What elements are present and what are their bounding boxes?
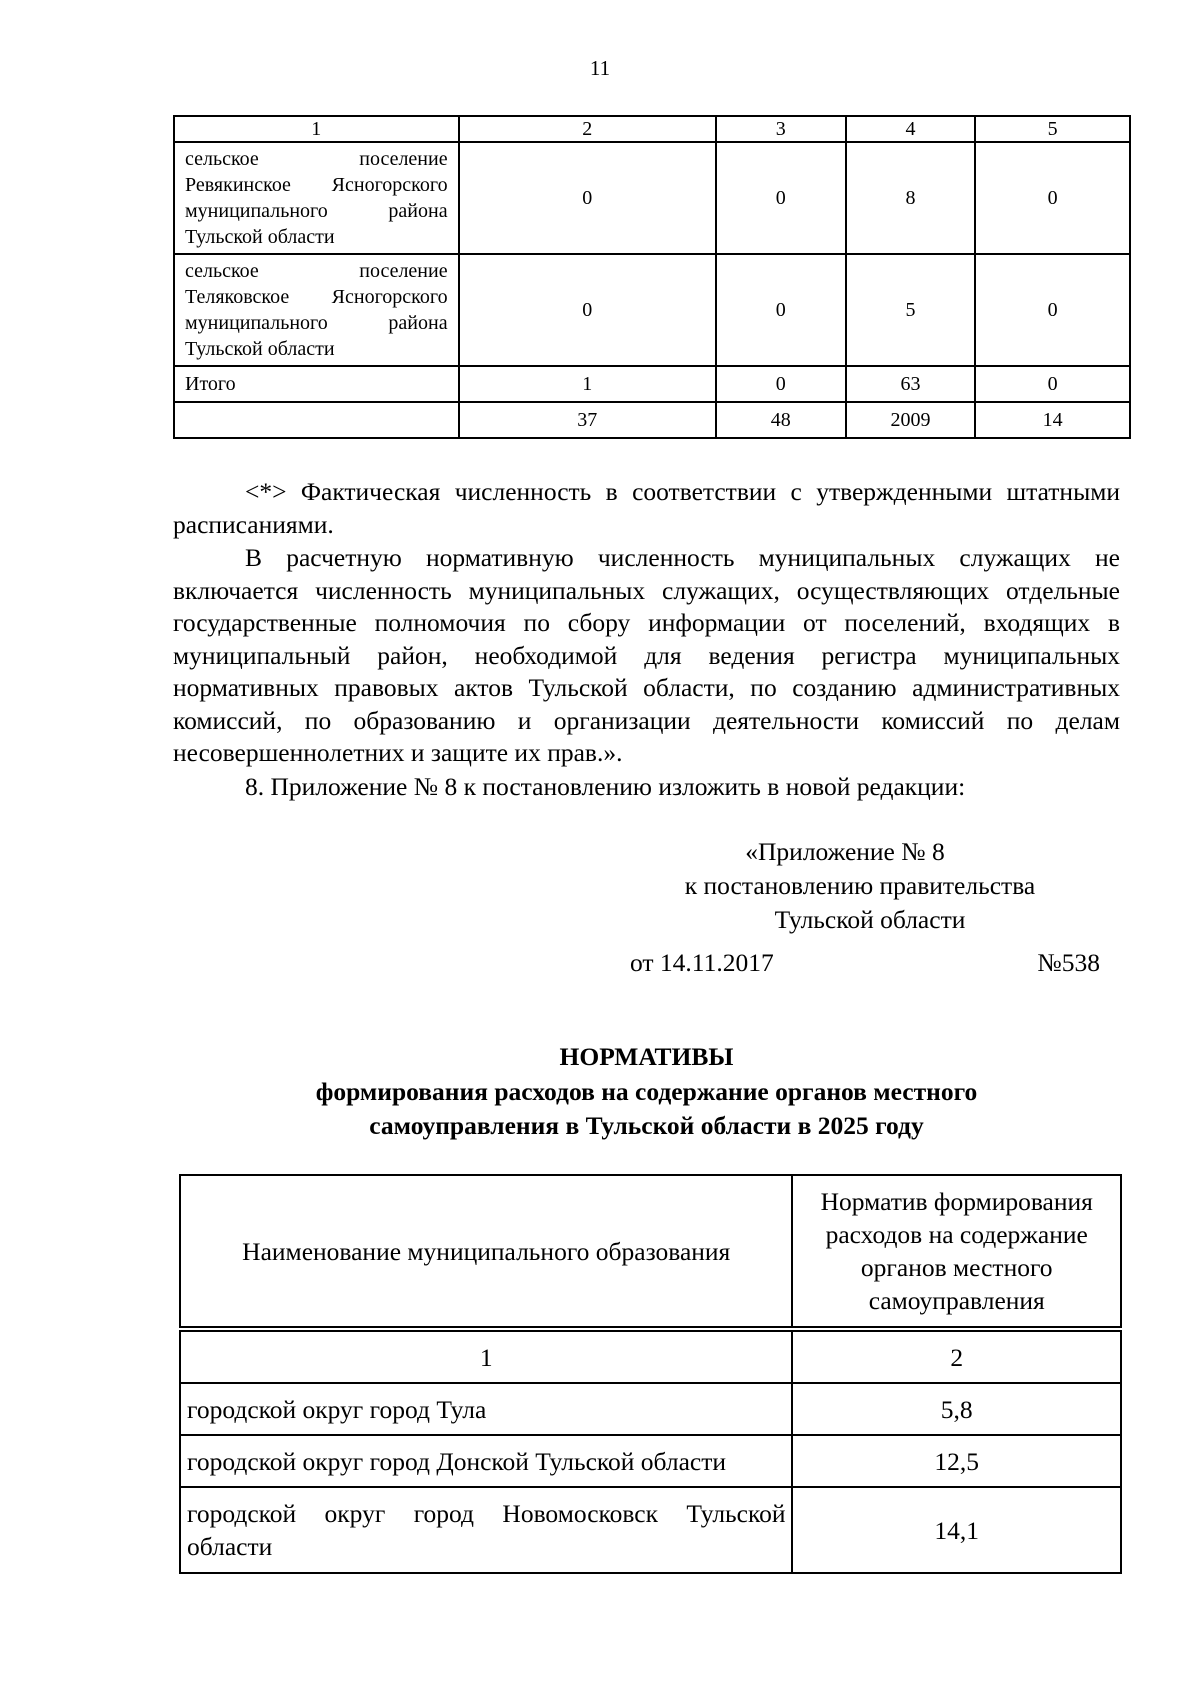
header-municipality-cell: Наименование муниципального образования [180,1175,792,1327]
table-row-grand-total [174,402,1130,438]
empty-label-cell [174,402,459,438]
footnote-text: <*> Фактическая численность в соответствии с утвержденными штатными расписаниями. [173,477,1120,539]
value-cell: 37 [459,402,716,438]
norm-value-cell: 12,5 [792,1435,1121,1487]
municipality-name-cell: городской округ город Тула [180,1383,792,1435]
table-row-total [174,366,1130,402]
value-cell: 0 [975,254,1130,366]
staff-count-table [173,115,1131,439]
table-header-row [180,1175,1121,1327]
table-row [180,1383,1121,1435]
municipality-name-cell: сельское поселение Ревякинское Ясногорского муниципального района Тульской области [174,142,459,254]
norm-value-cell: 14,1 [792,1487,1121,1573]
value-cell: 0 [716,142,846,254]
value-cell: 5 [846,254,976,366]
table-row [180,1435,1121,1487]
municipality-name-cell: городской округ город Новомосковск Тульской области [180,1487,792,1573]
value-cell: 0 [459,142,716,254]
value-cell: 48 [716,402,846,438]
header-norm-cell: Норматив формирования расходов на содержание органов местного самоуправления [792,1175,1121,1327]
appendix-date: от 14.11.2017 [630,948,774,977]
body-paragraph: В расчетную нормативную численность муниципальных служащих не включается численность муниципальных служащих, осуществляющих отдельные государственные полномочия по сбору информации от поселений, входящих в муниципальный район, необходимой для ведения регистра муниципальных нормативных правовых актов Тульской области, по созданию административных комиссий, по образованию и организации деятельности комиссий по делам несовершеннолетних и защите их прав.». [173,543,1120,767]
municipality-name-cell: сельское поселение Теляковское Ясногорского муниципального района Тульской области [174,254,459,366]
table-header-row [174,116,1130,142]
page-number: 11 [589,56,611,80]
item-8-text: 8. Приложение № 8 к постановлению изложить в новой редакции: [245,772,966,801]
value-cell: 0 [716,366,846,402]
table-row [174,142,1130,254]
header-cell: 5 [975,116,1130,142]
value-cell: 0 [975,142,1130,254]
appendix-number: №538 [1037,948,1100,977]
column-number-cell: 1 [180,1331,792,1383]
document-title: НОРМАТИВЫ [559,1042,734,1071]
value-cell: 2009 [846,402,976,438]
norms-table [179,1174,1122,1574]
norm-value-cell: 5,8 [792,1383,1121,1435]
value-cell: 8 [846,142,976,254]
value-cell: 63 [846,366,976,402]
value-cell: 14 [975,402,1130,438]
appendix-line-2: к постановлению правительства [684,871,1036,900]
value-cell: 1 [459,366,716,402]
header-cell: 2 [459,116,716,142]
document-subtitle-line-1: формирования расходов на содержание органов местного [315,1077,978,1106]
document-subtitle-line-2: самоуправления в Тульской области в 2025 году [369,1111,924,1140]
header-cell: 1 [174,116,459,142]
municipality-name-cell: городской округ город Донской Тульской области [180,1435,792,1487]
appendix-line-1: «Приложение № 8 [745,837,945,866]
total-label-cell: Итого [174,366,459,402]
appendix-line-3: Тульской области [774,905,966,934]
column-number-row [180,1331,1121,1383]
column-number-cell: 2 [792,1331,1121,1383]
value-cell: 0 [975,366,1130,402]
header-cell: 4 [846,116,976,142]
table-row [174,254,1130,366]
table-row [180,1487,1121,1573]
value-cell: 0 [459,254,716,366]
header-cell: 3 [716,116,846,142]
value-cell: 0 [716,254,846,366]
